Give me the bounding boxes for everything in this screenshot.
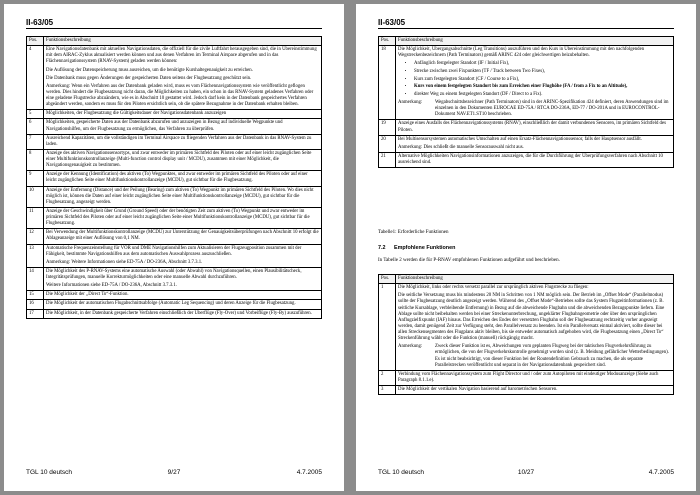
column-header-description: Funktionsbeschreibung [396, 37, 674, 46]
section-intro: In Tabelle 2 werden die für P-RNAV empfohlenen Funktionen aufgeführt und beschrieben. [378, 258, 560, 263]
row-description [44, 291, 322, 300]
row-description [44, 229, 322, 244]
header-rule [26, 28, 322, 29]
row-description [396, 135, 674, 152]
column-header-pos: Pos. [27, 37, 44, 46]
row-paragraph: Ausreichend Kapazitäten, um die vollständigen im Terminal Airspace zu fliegenden Verfahren aus der Datenbank in das RNAV-System zu laden. [46, 135, 312, 147]
table-row [27, 46, 322, 110]
list-item: • Anfänglich festgelegter Standort (IF / Initial Fix), [414, 61, 671, 67]
row-pos: 13 [27, 244, 44, 267]
row-description [44, 267, 322, 290]
row-paragraph: Die Möglichkeit der automatischen Flugabschnittsabfolge (Automatic Leg Sequencing) und deren Anzeige für die Flugbesatzung. [46, 301, 296, 307]
note-text: Zweck dieser Funktion ist es, Abweichungen vom geplanten Flugweg bei der taktischen Flugverkehrsführung zu ermöglichen, die von der Flugverkehrskontrolle genehmigt worden sind (z. B. Meidung gefährlicher Wetterbedingungen). Es ist nicht beabsichtigt, von dieser Funktion bei der Routendefinition Gebrauch zu machen, die als separate Parallelstrecken veröffentlicht und separat in der Navigationsdatenbank gespeichert sind. [435, 344, 669, 368]
row-paragraph: Die Auflösung der Datenspeicherung muss ausreichen, um die benötigte Kurshaltegenauigkeit zu erreichen. [46, 67, 253, 73]
row-description [44, 244, 322, 267]
row-paragraph: Alternative Möglichkeiten Navigationsinformationen anzuzeigen, die für die Durchführung der Überprüfungsverfahren nach Abschnitt 10 ausreichend sind. [398, 153, 663, 165]
footer-document-name: TGL 10 deutsch [378, 469, 425, 476]
table-row [27, 267, 322, 290]
document-id: II-63/05 [26, 18, 54, 27]
row-description [396, 46, 674, 120]
table-row [27, 171, 322, 186]
note [398, 344, 671, 369]
row-pos: 11 [27, 207, 44, 228]
table-row [379, 386, 674, 395]
table-row [27, 229, 322, 244]
row-paragraph: Bei Verwendung der Multifunktionskontrollanzeige (MCDU) zur Unterstützung der Genauigkeitsüberprüfungen nach Abschnitt 10 erfolgt die Ablageanzeige mit einer Auflösung von 0,1 NM. [46, 230, 319, 242]
table-row [379, 152, 674, 167]
row-description [44, 171, 322, 186]
row-paragraph: Anmerkung: Wenn ein Verfahren aus der Datenbank geladen wird, muss es vom Flächennavigationssystem wie veröffentlicht geflogen werden. Dies hindert die Flugbesatzung nicht daran, die Möglichkeiten zu haben, ein schon in das RNAV-System geladenes Verfahren oder eine geladene Flugstrecke abzuändern, wie es in Abschnitt 10 gestattet wird. Jedoch darf kein in der Datenbank gespeichertes Verfahren abgeändert werden, sondern es muss für den Piloten ersichtlich sein, ob die spätere Bezugnahme in der Datenbank erhalten bleiben. [46, 83, 314, 108]
row-description [396, 120, 674, 135]
footer-document-name: TGL 10 deutsch [26, 469, 73, 476]
row-pos: 4 [27, 46, 44, 110]
table-row [379, 120, 674, 135]
table-header [379, 37, 674, 46]
note-label: Anmerkung: [398, 100, 423, 105]
row-paragraph: Automatische Frequenzeinstellung für VOR und DME Navigationshilfen zum Aktualisieren der Flugzeugposition zusammen mit der Fähigkeit, bestimmte Navigationshilfen aus dem automatischen Auswahlprozess auszuschließen. [46, 245, 302, 257]
table-row [379, 46, 674, 120]
row-description [44, 149, 322, 170]
row-pos: 12 [27, 229, 44, 244]
table-row [27, 149, 322, 170]
footer-date: 4.7.2005 [648, 469, 674, 476]
row-pos: 3 [379, 386, 396, 395]
row-paragraph: Anzeige des aktiven Navigationssensortyps, und zwar entweder im primären Sichtfeld des Piloten oder auf einer leicht zugänglichen Seite einer Multifunktionskontrollanzeige (Multi-function control display unit / MCDU), zusammen mit einer Möglichkeit, die Navigationsgenauigkeit zu bestimmen. [46, 150, 312, 169]
row-description [44, 134, 322, 149]
row-pos: 14 [27, 267, 44, 290]
note-text: Wegabschnittsbezeichner (Path Terminators) sind in der ARINC-Spezifikation 424 definiert, deren Anwendungen sind im einzelnen in den Dokumenten EUROCAE ED-75A / RTCA DO-236A, ED-77 / DO-201A und in EUROCONTROL-Dokument NAV.ET1.ST10 beschrieben. [435, 100, 669, 118]
row-paragraph: Eine Navigationsdatenbank mit aktuellen Navigationsdaten, die offiziell für die zivile Luftfahrt herausgegeben sind, die in Übereinstimmung mit dem AIRAC-Zyklus aktualisiert werden können und aus denen Verfahren im Terminal Airspace abgerufen und in das Flächennavigationssystem (RNAV-System) geladen werden können: [46, 47, 317, 65]
table-row [379, 284, 674, 371]
row-paragraph: Die Möglichkeit der vertikalen Navigation basierend auf barometrischen Sensoren. [398, 387, 558, 392]
recommended-functions-table [378, 274, 674, 395]
row-paragraph: Die Möglichkeit der „Direct To“-Funktion. [46, 292, 129, 298]
row-pos: 5 [27, 110, 44, 119]
table-row [27, 291, 322, 300]
header-rule [378, 28, 674, 29]
table-row [27, 244, 322, 267]
row-paragraph: Anmerkung: Weitere Informationen siehe ED-75A / DO-236A, Abschnitt 3.7.3.1. [46, 259, 203, 265]
list-item: • Kurs zum festgelegten Standort (CF / Course to a Fix), [414, 77, 671, 83]
table-row [27, 186, 322, 207]
row-pos: 17 [27, 309, 44, 318]
row-paragraph: Möglichkeiten, gespeicherte Daten aus der Datenbank abzurufen und anzuzeigen in Bezug auf individuelle Wegpunkte und Navigationshilfen, um der Flugbesatzung zu ermöglichen, das Verfahren zu überprüfen. [46, 120, 283, 132]
document-page-left [4, 4, 344, 491]
row-description [44, 309, 322, 318]
footer-date: 4.7.2005 [296, 469, 322, 476]
row-pos: 1 [379, 284, 396, 371]
row-pos: 10 [27, 186, 44, 207]
note [398, 100, 671, 118]
table-header [27, 37, 322, 46]
footer-page-number: 9/27 [167, 469, 181, 476]
row-paragraph: Verbindung vom Flächennavigationssystem zum Flight Director und / oder zum Autopiloten mit eindeutiger Modusanzeige (Siehe auch Paragraph 8.1.1.e). [398, 371, 659, 383]
section-title: Empfohlene Funktionen [394, 245, 456, 251]
table-row [27, 119, 322, 134]
row-paragraph: Die Möglichkeit, Übergangsabschnitte (Leg Transitions) auszuführen und den Kurs in Übereinstimmung mit den nachfolgenden Wegstreckenbezeichnern (Path Terminators) gemäß ARINC 424 oder gleichwertigen beizubehalten. [398, 47, 645, 59]
row-description [44, 186, 322, 207]
row-pos: 21 [379, 152, 396, 167]
table-row [379, 135, 674, 152]
table-caption: Tabelle1: Erforderliche Funktionen [378, 230, 449, 235]
row-paragraph: Möglichkeiten, der Flugbesatzung die Gültigkeitsdauer der Navigationsdatenbank anzuzeigen [46, 111, 227, 117]
row-description [44, 207, 322, 228]
row-paragraph: Anzeige eines Ausfalls des Flächennavigationssystems (RNAV), einschließlich der damit verbundenen Sensoren, im primären Sichtfeld des Piloten. [398, 121, 666, 133]
column-header-pos: Pos. [379, 275, 396, 284]
row-paragraph: Anzeige der Kennung (Identification) des aktiven (To) Wegpunktes, und zwar entweder im primären Sichtfeld des Piloten oder auf einer leicht zugänglichen Seite einer Multifunktionskontrollanzeige (MCDU), gut sichtbar für die Flugbesatzung. [46, 172, 308, 184]
column-header-description: Funktionsbeschreibung [396, 275, 674, 284]
row-paragraph: Weitere Informationen siehe ED-75A / DO-236A, Abschnitt 3.7.3.1. [46, 283, 177, 289]
row-pos: 7 [27, 134, 44, 149]
row-pos: 19 [379, 120, 396, 135]
row-description [396, 370, 674, 385]
row-paragraph: Die Datenbank muss gegen Änderungen der gespeicherten Daten seitens der Flugbesatzung geschützt sein. [46, 75, 252, 81]
table-row [27, 110, 322, 119]
row-pos: 20 [379, 135, 396, 152]
column-header-description: Funktionsbeschreibung [44, 37, 322, 46]
row-description [396, 386, 674, 395]
document-page-right [356, 4, 696, 491]
functions-table-continued [378, 36, 674, 168]
section-number: 7.2 [378, 245, 386, 251]
row-paragraph: Bei Multisensorsystemen automatisches Umschalten auf einen Ersatz-Flächennavigationssensor, falls der Hauptsensor ausfällt. [398, 136, 642, 142]
row-description [396, 152, 674, 167]
row-description [44, 119, 322, 134]
row-paragraph: Die Möglichkeit, in der Datenbank gespeicherte Verfahren einschließlich der Überflüge (Fly-Over) und Vorbeiflüge (Fly-By) auszuführen. [46, 310, 312, 316]
list-item: • direkter Weg zu einem festgelegten Standort (DF / Direct to a Fix). [414, 92, 671, 98]
note-label: Anmerkung: [398, 344, 423, 350]
footer-page-number: 10/27 [517, 469, 535, 476]
row-pos: 6 [27, 119, 44, 134]
document-id: II-63/05 [378, 18, 406, 27]
row-paragraph: Anzeige der Entfernung (Distance) und der Peilung (Bearing) zum aktiven (To) Wegpunkt im primären Sichtfeld des Piloten. Wo dies nicht möglich ist, können die Daten auf einer leicht zugänglichen Seite einer Multifunktionskontrollanzeige (MCDU), gut sichtbar für die Flugbesatzung, angezeigt werden. [46, 187, 314, 205]
table-row [379, 370, 674, 385]
table-row [27, 207, 322, 228]
row-pos: 16 [27, 300, 44, 309]
table-row [27, 300, 322, 309]
row-description [44, 300, 322, 309]
row-pos: 18 [379, 46, 396, 120]
row-paragraph: Anzeige der Geschwindigkeit über Grund (Ground Speed) oder der benötigten Zeit zum aktiven (To) Wegpunkt und zwar entweder im primären Sichtfeld des Piloten oder auf einer leicht zugänglichen Seite einer Multifunktionskontrollanzeige (MCDU), gut sichtbar für die Flugbesatzung. [46, 208, 310, 227]
row-description [396, 284, 674, 371]
table-row [27, 134, 322, 149]
row-description [44, 46, 322, 110]
table-row [27, 309, 322, 318]
row-pos: 2 [379, 370, 396, 385]
row-description [44, 110, 322, 119]
row-paragraph: Die Möglichkeit des P-RNAV-Systems eine automatische Auswahl (oder Abwahl) von Navigationsquellen, einen Plausibilitätscheck, Integritätsprüfungen, manuelle Korrekturmöglichkeiten oder eine manuelle Abwahl durchzuführen. [46, 268, 302, 280]
column-header-pos: Pos. [379, 37, 396, 46]
row-pos: 9 [27, 171, 44, 186]
row-paragraph: Die Möglichkeit, links oder rechts versetzt parallel zur ursprünglich aktiven Flugstrecke zu fliegen: [398, 285, 589, 291]
section-heading [378, 245, 455, 251]
row-pos: 15 [27, 291, 44, 300]
path-terminator-list [398, 61, 671, 98]
list-item: • Strecke zwischen zwei Fixpunkten (TF / Track between Two Fixes), [414, 69, 671, 75]
functions-table [26, 36, 322, 319]
list-item: • Kurs von einem festgelegten Standort bis zum Erreichen einer Flughöhe (FA / from a Fix to an Altitude), [414, 84, 671, 90]
row-pos: 8 [27, 149, 44, 170]
row-paragraph: Anmerkung: Dies schließt die manuelle Sensorauswahl nicht aus. [398, 144, 524, 150]
table-header [379, 275, 674, 284]
row-paragraph: Die seitliche Versetzung muss bis mindestens 20 NM in Schritten von 1 NM möglich sein. Der Betrieb im „Offset Mode“ (Parallelmodus) sollte der Flugbesatzung deutlich angezeigt werden. Während des „Offset Mode“-Betriebes sollte das System Flugzeitinformationen (z. B. seitliche Kursablage, verbleibende Entfernung) in Bezug auf die abweichende Flugbahn und die abweichenden Bezugspunkte liefern. Eine Ablage sollte nicht beibehalten werden bei einer Streckenunterbrechung, ungeklärter Flugbahngeometrie oder über den ursprünglichen Anflugzielfixpunkt (IAF) hinaus. Das Erreichen des Endes der versetzten Flugbahn soll der Flugbesatzung rechtzeitig vorher angezeigt werden, damit genügend Zeit zur Verfügung steht, den Parallelversatz zu beenden. Ist ein Parallelversatz einmal aktiviert, sollte dieser bei allen Streckensegmenten des Flugplans aktiv bleiben, bis sie entweder automatisch aufgehoben wird, die Flugbesatzung einen „Direct To“ Streckenführung wählt oder die Funktion (manuell) rückgängig macht. [398, 293, 665, 342]
